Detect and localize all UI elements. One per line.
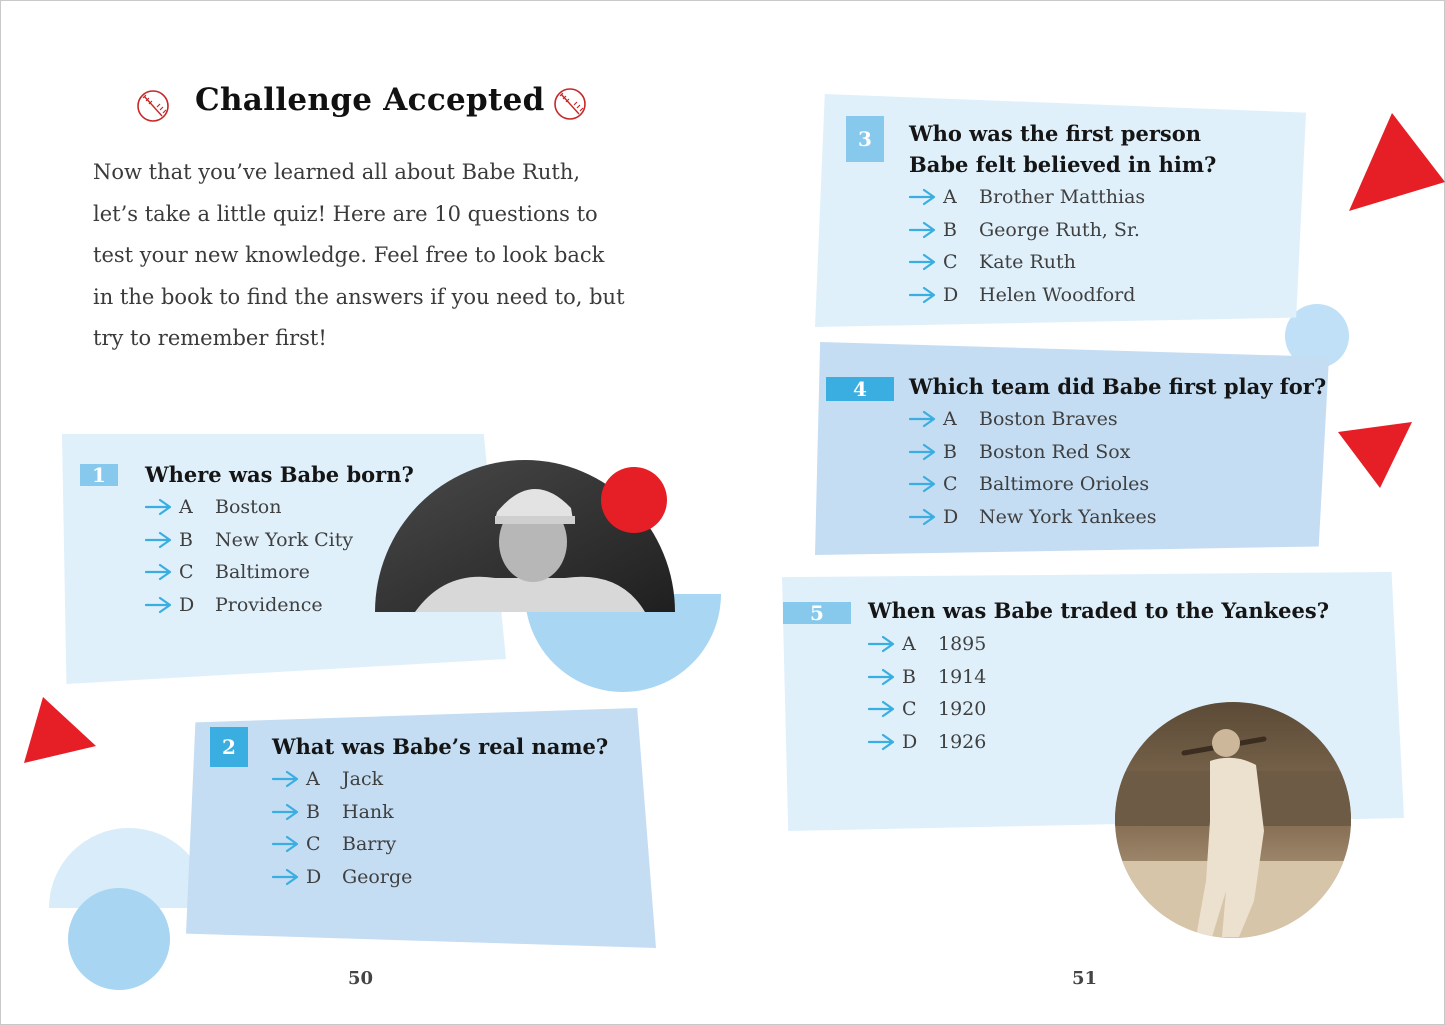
- arrow-right-icon: [909, 443, 939, 461]
- option-c[interactable]: [909, 246, 1145, 279]
- option-text: Barry: [342, 833, 397, 856]
- option-letter: C: [943, 473, 958, 496]
- option-letter: C: [943, 251, 958, 274]
- option-d[interactable]: [272, 861, 412, 894]
- option-text: Helen Woodford: [979, 284, 1136, 307]
- question-5-options: [868, 628, 986, 758]
- question-1-number: 1: [80, 464, 118, 486]
- option-letter: D: [943, 506, 959, 529]
- option-b[interactable]: [868, 661, 986, 694]
- arrow-right-icon: [272, 770, 302, 788]
- option-text: 1926: [938, 731, 987, 754]
- option-letter: D: [179, 594, 195, 617]
- arrow-right-icon: [868, 733, 898, 751]
- option-text: 1920: [938, 698, 987, 721]
- option-a[interactable]: [145, 491, 353, 524]
- option-letter: C: [179, 561, 194, 584]
- intro-line: in the book to find the answers if you need to, but: [93, 284, 625, 309]
- option-a[interactable]: [868, 628, 986, 661]
- question-5-number: 5: [783, 602, 851, 624]
- option-text: Baltimore: [215, 561, 310, 584]
- option-text: Boston Red Sox: [979, 440, 1131, 463]
- option-letter: A: [943, 186, 957, 209]
- option-d[interactable]: [909, 501, 1157, 534]
- option-b[interactable]: [145, 524, 353, 557]
- option-letter: A: [902, 633, 916, 656]
- arrow-right-icon: [909, 475, 939, 493]
- option-a[interactable]: [909, 181, 1145, 214]
- arrow-right-icon: [145, 596, 175, 614]
- baseball-icon: [553, 87, 587, 121]
- question-2-text: What was Babe’s real name?: [272, 734, 609, 759]
- arrow-right-icon: [909, 410, 939, 428]
- intro-paragraph: [93, 152, 653, 360]
- question-4-text: Which team did Babe first play for?: [909, 374, 1327, 399]
- arrow-right-icon: [909, 188, 939, 206]
- babe-ruth-portrait-photo: [375, 460, 725, 695]
- babe-ruth-batting-photo: [1114, 701, 1352, 939]
- arrow-right-icon: [272, 868, 302, 886]
- arrow-right-icon: [145, 531, 175, 549]
- option-text: 1895: [938, 633, 987, 656]
- option-c[interactable]: [272, 828, 412, 861]
- red-triangle-right-mid: [1338, 422, 1412, 488]
- arrow-right-icon: [909, 508, 939, 526]
- arrow-right-icon: [145, 563, 175, 581]
- option-text: Boston: [215, 496, 282, 519]
- question-3-number: 3: [846, 116, 884, 162]
- option-b[interactable]: [272, 796, 412, 829]
- question-4-options: [909, 403, 1157, 533]
- option-text: Baltimore Orioles: [979, 473, 1150, 496]
- red-triangle-left: [24, 697, 96, 763]
- arrow-right-icon: [272, 803, 302, 821]
- option-text: Jack: [342, 768, 384, 791]
- option-c[interactable]: [909, 468, 1157, 501]
- arrow-right-icon: [909, 221, 939, 239]
- option-letter: A: [179, 496, 193, 519]
- option-d[interactable]: [868, 726, 986, 759]
- option-a[interactable]: [909, 403, 1157, 436]
- option-c[interactable]: [145, 556, 353, 589]
- intro-line: let’s take a little quiz! Here are 10 questions to: [93, 201, 598, 226]
- option-text: 1914: [938, 665, 987, 688]
- option-letter: B: [179, 528, 193, 551]
- question-1-options: [145, 491, 353, 621]
- option-text: Providence: [215, 594, 323, 617]
- option-text: Hank: [342, 800, 394, 823]
- intro-line: Now that you’ve learned all about Babe Ruth,: [93, 160, 581, 184]
- option-letter: C: [306, 833, 321, 856]
- red-triangle-right-top: [1349, 113, 1445, 211]
- question-5-text: When was Babe traded to the Yankees?: [868, 598, 1330, 623]
- page-number-right: 51: [1072, 968, 1098, 989]
- baseball-icon: [136, 89, 170, 123]
- option-d[interactable]: [909, 279, 1145, 312]
- arrow-right-icon: [909, 286, 939, 304]
- option-text: Brother Matthias: [979, 186, 1146, 209]
- question-3-line: Who was the first person: [909, 121, 1202, 146]
- arrow-right-icon: [909, 253, 939, 271]
- question-3-text: [909, 118, 1216, 180]
- option-text: George: [342, 866, 413, 889]
- option-letter: A: [943, 408, 957, 431]
- page-title: Challenge Accepted: [195, 82, 545, 118]
- option-text: Kate Ruth: [979, 251, 1076, 274]
- option-text: Boston Braves: [979, 408, 1118, 431]
- option-letter: B: [943, 218, 957, 241]
- arrow-right-icon: [868, 635, 898, 653]
- option-letter: D: [306, 866, 322, 889]
- option-letter: D: [902, 731, 918, 754]
- question-3-options: [909, 181, 1145, 311]
- question-4-number: 4: [826, 377, 894, 401]
- option-text: George Ruth, Sr.: [979, 218, 1140, 241]
- arrow-right-icon: [272, 835, 302, 853]
- option-c[interactable]: [868, 693, 986, 726]
- arrow-right-icon: [868, 668, 898, 686]
- option-b[interactable]: [909, 436, 1157, 469]
- arrow-right-icon: [868, 700, 898, 718]
- option-letter: B: [943, 440, 957, 463]
- option-a[interactable]: [272, 763, 412, 796]
- page-number-left: 50: [348, 968, 374, 989]
- option-text: New York City: [215, 528, 354, 551]
- question-2-number: 2: [210, 727, 248, 767]
- blue-circle-left: [68, 888, 170, 990]
- question-2-options: [272, 763, 412, 893]
- question-1-text: Where was Babe born?: [145, 462, 414, 487]
- arrow-right-icon: [145, 498, 175, 516]
- option-letter: A: [306, 768, 320, 791]
- option-letter: D: [943, 284, 959, 307]
- option-d[interactable]: [145, 589, 353, 622]
- intro-line: try to remember first!: [93, 326, 327, 350]
- option-text: New York Yankees: [979, 506, 1157, 529]
- intro-line: test your new knowledge. Feel free to look back: [93, 243, 605, 267]
- option-letter: C: [902, 698, 917, 721]
- option-letter: B: [902, 665, 916, 688]
- option-b[interactable]: [909, 214, 1145, 247]
- question-3-line: Babe felt believed in him?: [909, 152, 1217, 177]
- option-letter: B: [306, 800, 320, 823]
